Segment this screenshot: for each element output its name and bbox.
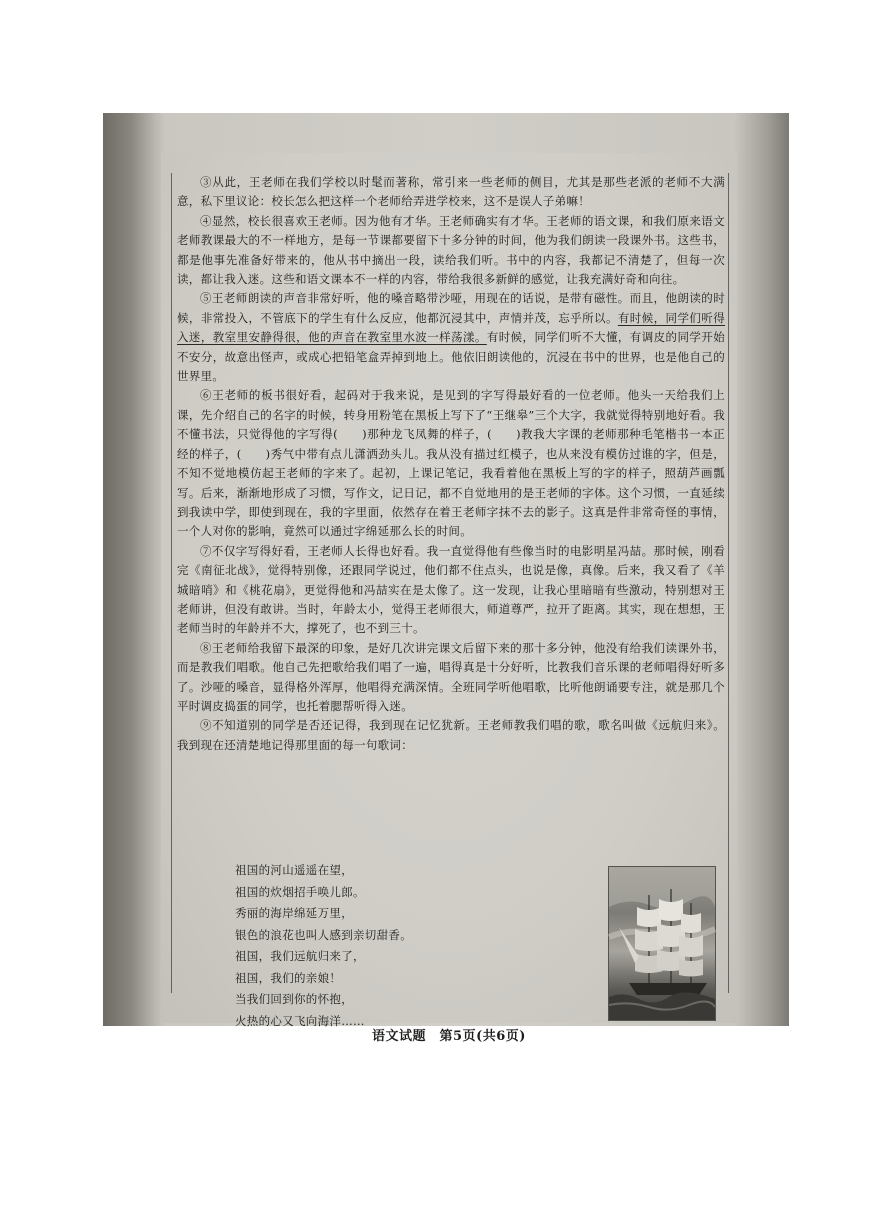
lyric-line: 祖国的炊烟招手唤儿郎。 — [235, 884, 365, 899]
song-lyrics — [235, 860, 412, 1032]
underlined-sentence: 有时候，同学们听得入迷，教室里安静得很，他的声音在教室里水波一样荡漾。 — [177, 310, 725, 345]
paragraph-7: ⑦不仅字写得好看，王老师人长得也好看。我一直觉得他有些像当时的电影明星冯喆。那时候，刚看完《南征北战》，觉得特别像，还跟同学说过，他们都不住点头，也说是像，真像。后来，我又看了《羊城暗哨》和《桃花扇》，更觉得他和冯喆实在是太像了。这一发现，让我心里暗暗有些激动，特别想对王老师讲，但没有敢讲。当时，年龄太小，觉得王老师很大，师道尊严，拉开了距离。其实，现在想想，王老师当时的年龄并不大，撑死了，也不到三十。 — [177, 543, 725, 636]
photographed-exam-page — [103, 113, 789, 1044]
sailing-ship-icon — [609, 867, 715, 1020]
lyric-line: 祖国的河山遥遥在望， — [235, 863, 353, 877]
right-margin-line — [728, 173, 729, 993]
left-margin-line — [171, 173, 172, 993]
paragraph-5 — [177, 289, 725, 386]
lyric-line: 当我们回到你的怀抱， — [235, 992, 353, 1006]
paragraph-6: ⑥王老师的板书很好看，起码对于我来说，是见到的字写得最好看的一位老师。他头一天给我们上课，先介绍自己的名字的时候，转身用粉笔在黑板上写下了“王继皋”三个大字，我就觉得特别地好看。我不懂书法，只觉得他的字写得( )那种龙飞凤舞的样子，( )教我大字课的老师那种毛笔楷书一本正经的样子，( )秀气中带有点儿潇洒劲头儿。我从没有描过红模子，也从来没有模仿过谁的字，但是，不知不觉地模仿起王老师的字来了。起初，上课记笔记，我看着他在黑板上写的字的样子，照葫芦画瓢写。后来，渐渐地形成了习惯，写作文，记日记，都不自觉地用的是王老师的字体。这个习惯，一直延续到我读中学，即使到现在，我的字里面，依然存在着王老师字抹不去的影子。这真是件非常奇怪的事情，一个人对你的影响，竟然可以通过字绵延那么长的时间。 — [177, 388, 725, 539]
paragraph-3: ③从此，王老师在我们学校以时髦而著称，常引来一些老师的侧目，尤其是那些老派的老师不大满意，私下里议论：校长怎么把这样一个老师给弄进学校来，这不是误人子弟嘛！ — [177, 175, 725, 209]
lyric-line: 秀丽的海岸绵延万里， — [235, 906, 353, 920]
paragraph-9: ⑨不知道别的同学是否还记得，我到现在记忆犹新。王老师教我们唱的歌，歌名叫做《远航归来》。我到现在还清楚地记得那里面的每一句歌词： — [177, 718, 725, 752]
lyric-line: 火热的心又飞向海洋…… — [235, 1013, 365, 1028]
lyric-line: 祖国，我们远航归来了， — [235, 949, 365, 963]
paragraph-4: ④显然，校长很喜欢王老师。因为他有才华。王老师确实有才华。王老师的语文课，和我们原来语文老师教课最大的不一样地方，是每一节课都要留下十多分钟的时间，他为我们朗读一段课外书。这些书，都是他事先准备好带来的，他从书中摘出一段，读给我们听。书中的内容，我都记不清楚了，但每一次读，都让我入迷。这些和语文课本不一样的内容，带给我很多新鲜的感觉，让我充满好奇和向往。 — [177, 213, 725, 287]
sailing-ship-photo — [608, 866, 716, 1021]
reading-passage — [177, 173, 725, 755]
paragraph-5-text: ⑤王老师朗读的声音非常好听，他的嗓音略带沙哑，用现在的话说，是带有磁性。而且，他朗读的时候，非常投入，不管底下的学生有什么反应，他都沉浸其中，声情并茂，忘乎所以。 — [177, 291, 725, 325]
exam-paper-sheet — [161, 153, 737, 1044]
paragraph-8: ⑧王老师给我留下最深的印象，是好几次讲完课文后留下来的那十多分钟，他没有给我们读课外书，而是教我们唱歌。他自己先把歌给我们唱了一遍，唱得真是十分好听，比教我们音乐课的老师唱得好听多了。沙哑的嗓音，显得格外浑厚，他唱得充满深情。全班同学听他唱歌，比听他朗诵要专注，就是那几个平时调皮捣蛋的同学，也托着腮帮听得入迷。 — [177, 640, 725, 713]
paragraph-5-tail: 有时候，同学们听不大懂，有调皮的同学开始不安分，故意出怪声，或成心把铅笔盒弄掉到地上。他依旧朗读他的，沉浸在书中的世界，也是他自己的世界里。 — [177, 330, 726, 384]
page-footer: 语文试题 第5页(共6页) — [372, 1029, 526, 1044]
lyric-line: 祖国，我们的亲娘！ — [235, 970, 342, 985]
lyric-line: 银色的浪花也叫人感到亲切甜香。 — [235, 927, 412, 942]
